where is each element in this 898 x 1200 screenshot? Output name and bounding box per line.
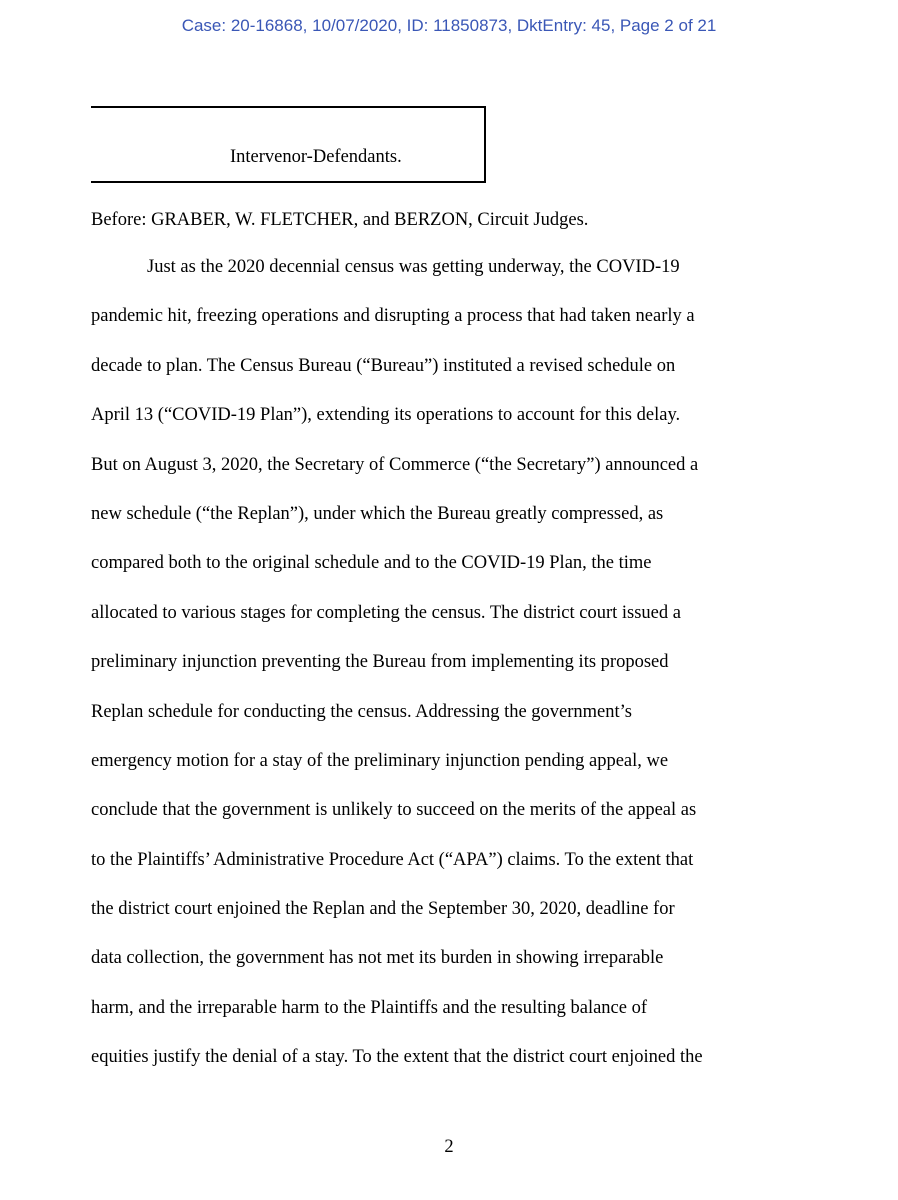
paragraph-line: Just as the 2020 decennial census was getting underway, the COVID-19 xyxy=(147,257,680,277)
opinion-paragraph xyxy=(91,256,811,1096)
paragraph-line: compared both to the original schedule and to the COVID-19 Plan, the time xyxy=(91,553,652,574)
caption-box xyxy=(91,106,486,183)
panel-judges: Before: GRABER, W. FLETCHER, and BERZON, Circuit Judges. xyxy=(91,210,589,230)
caption-party: Intervenor-Defendants. xyxy=(230,147,402,167)
paragraph-line: data collection, the government has not met its burden in showing irreparable xyxy=(91,948,664,969)
paragraph-line: preliminary injunction preventing the Bureau from implementing its proposed xyxy=(91,652,669,673)
case-header: Case: 20-16868, 10/07/2020, ID: 11850873, DktEntry: 45, Page 2 of 21 xyxy=(181,16,717,35)
paragraph-line: harm, and the irreparable harm to the Plaintiffs and the resulting balance of xyxy=(91,997,648,1018)
paragraph-line: decade to plan. The Census Bureau (“Bureau”) instituted a revised schedule on xyxy=(91,355,676,376)
page-number: 2 xyxy=(444,1137,454,1157)
paragraph-line: allocated to various stages for completing the census. The district court issued a xyxy=(91,602,681,623)
paragraph-line: pandemic hit, freezing operations and disrupting a process that had taken nearly a xyxy=(91,306,695,327)
paragraph-line: equities justify the denial of a stay. To the extent that the district court enjoined the xyxy=(91,1047,703,1068)
paragraph-line: Replan schedule for conducting the census. Addressing the government’s xyxy=(91,701,632,722)
paragraph-line: emergency motion for a stay of the preliminary injunction pending appeal, we xyxy=(91,750,669,771)
paragraph-line: to the Plaintiffs’ Administrative Procedure Act (“APA”) claims. To the extent that xyxy=(91,849,694,870)
paragraph-line: But on August 3, 2020, the Secretary of Commerce (“the Secretary”) announced a xyxy=(91,454,699,475)
paragraph-line: conclude that the government is unlikely to succeed on the merits of the appeal as xyxy=(91,800,697,821)
paragraph-line: new schedule (“the Replan”), under which the Bureau greatly compressed, as xyxy=(91,503,664,524)
paragraph-line: the district court enjoined the Replan and the September 30, 2020, deadline for xyxy=(91,899,675,920)
paragraph-line: April 13 (“COVID-19 Plan”), extending its operations to account for this delay. xyxy=(91,405,681,426)
